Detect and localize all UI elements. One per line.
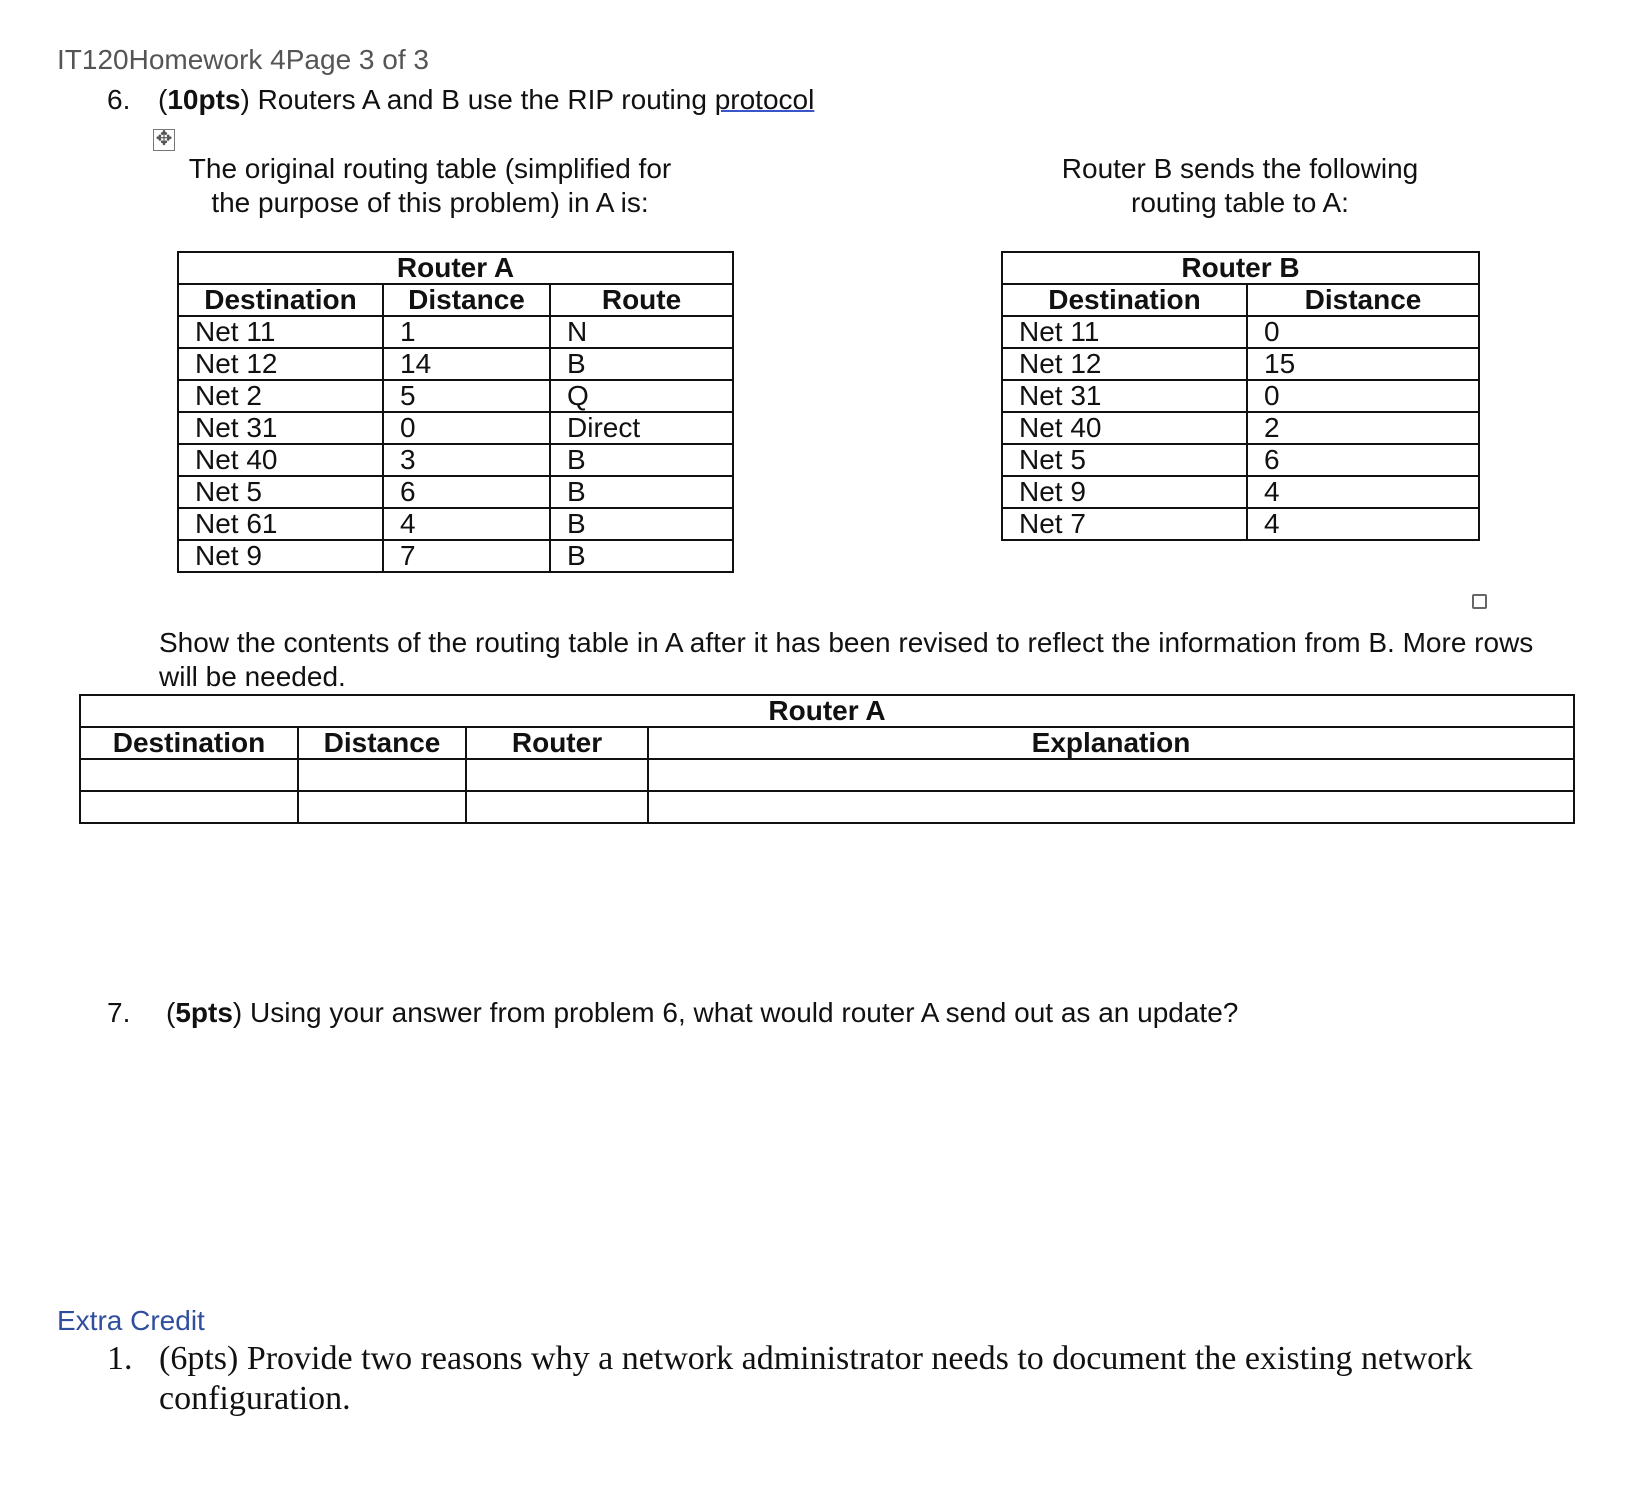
distance-cell: 4 [383,508,550,540]
table-row [178,540,733,572]
table-row [80,791,1574,823]
extra-credit-line-2: configuration. [159,1380,351,1417]
router-a-table [177,251,734,573]
question-6-instruction [159,626,1579,694]
route-cell: B [550,348,733,380]
empty-answer-cell[interactable] [80,791,298,823]
route-cell: B [550,444,733,476]
route-cell: Q [550,380,733,412]
router-b-title: Router B [1002,252,1479,284]
distance-cell: 0 [383,412,550,444]
question-7-points: 5pts [175,997,233,1028]
route-cell: Direct [550,412,733,444]
router-b-table [1001,251,1480,541]
router-a-header-distance: Distance [383,284,550,316]
route-cell: N [550,316,733,348]
instruction-line-1: Show the contents of the routing table in A after it has been revised to reflect the information from B. More rows [159,627,1534,658]
extra-credit-number: 1. [107,1340,133,1377]
right-caption-line-1: Router B sends the following [1061,153,1419,184]
destination-cell: Net 40 [1002,412,1247,444]
question-7-body: ) Using your answer from problem 6, what would router A send out as an update? [232,997,1239,1028]
question-6-points: 10pts [167,84,241,115]
destination-cell: Net 11 [178,316,383,348]
distance-cell: 6 [383,476,550,508]
empty-answer-cell[interactable] [466,759,648,791]
right-caption [990,152,1490,220]
table-row [1002,412,1479,444]
distance-cell: 4 [1247,508,1479,540]
router-b-header-distance: Distance [1247,284,1479,316]
table-row [1002,444,1479,476]
table-row [178,444,733,476]
router-a-title: Router A [178,252,733,284]
table-row [1002,380,1479,412]
protocol-link[interactable]: protocol [714,84,815,115]
router-a-header-route: Route [550,284,733,316]
destination-cell: Net 5 [178,476,383,508]
destination-cell: Net 2 [178,380,383,412]
distance-cell: 1 [383,316,550,348]
destination-cell: Net 12 [178,348,383,380]
distance-cell: 4 [1247,476,1479,508]
table-row [178,412,733,444]
empty-answer-cell[interactable] [648,759,1574,791]
empty-answer-cell[interactable] [80,759,298,791]
table-row [178,316,733,348]
empty-answer-cell[interactable] [298,791,466,823]
destination-cell: Net 11 [1002,316,1247,348]
table-row [1002,508,1479,540]
table-row [80,759,1574,791]
distance-cell: 3 [383,444,550,476]
question-7 [107,997,1407,1033]
table-resize-handle[interactable] [1472,594,1487,609]
extra-credit-heading: Extra Credit [57,1305,205,1336]
router-b-header-destination: Destination [1002,284,1247,316]
answer-header-explanation: Explanation [648,727,1574,759]
table-move-handle-icon[interactable]: ✥ [153,129,175,151]
destination-cell: Net 40 [178,444,383,476]
question-6-text: (10pts) Routers A and B use the RIP routing protocol [158,84,815,115]
destination-cell: Net 31 [1002,380,1247,412]
left-caption-line-1: The original routing table (simplified for [188,153,672,184]
router-a-header-destination: Destination [178,284,383,316]
page-header: IT120Homework 4Page 3 of 3 [57,44,429,75]
table-row [178,380,733,412]
question-6-body: ) Routers A and B use the RIP routing [240,84,715,115]
empty-answer-cell[interactable] [648,791,1574,823]
answer-table [79,694,1575,824]
distance-cell: 2 [1247,412,1479,444]
left-caption [170,152,690,220]
distance-cell: 0 [1247,380,1479,412]
question-6 [107,84,1107,120]
question-7-number: 7. [107,997,131,1028]
distance-cell: 5 [383,380,550,412]
route-cell: B [550,476,733,508]
extra-credit-line-1: (6pts) Provide two reasons why a network administrator needs to document the existing network [159,1340,1473,1377]
destination-cell: Net 9 [1002,476,1247,508]
distance-cell: 14 [383,348,550,380]
question-6-number: 6. [107,84,131,115]
destination-cell: Net 9 [178,540,383,572]
destination-cell: Net 12 [1002,348,1247,380]
destination-cell: Net 31 [178,412,383,444]
distance-cell: 7 [383,540,550,572]
instruction-line-2: will be needed. [159,661,346,692]
table-row [1002,476,1479,508]
table-row [1002,316,1479,348]
empty-answer-cell[interactable] [466,791,648,823]
question-7-text: (5pts) Using your answer from problem 6, what would router A send out as an update? [166,997,1239,1028]
empty-answer-cell[interactable] [298,759,466,791]
left-caption-line-2: the purpose of this problem) in A is: [211,187,649,218]
destination-cell: Net 5 [1002,444,1247,476]
table-row [178,348,733,380]
table-row [1002,348,1479,380]
route-cell: B [550,540,733,572]
answer-table-title: Router A [80,695,1574,727]
answer-header-router: Router [466,727,648,759]
answer-header-distance: Distance [298,727,466,759]
answer-header-destination: Destination [80,727,298,759]
distance-cell: 15 [1247,348,1479,380]
table-row [178,508,733,540]
table-row [178,476,733,508]
right-caption-line-2: routing table to A: [1131,187,1349,218]
distance-cell: 0 [1247,316,1479,348]
distance-cell: 6 [1247,444,1479,476]
extra-credit-question [107,1339,1597,1423]
destination-cell: Net 61 [178,508,383,540]
route-cell: B [550,508,733,540]
destination-cell: Net 7 [1002,508,1247,540]
